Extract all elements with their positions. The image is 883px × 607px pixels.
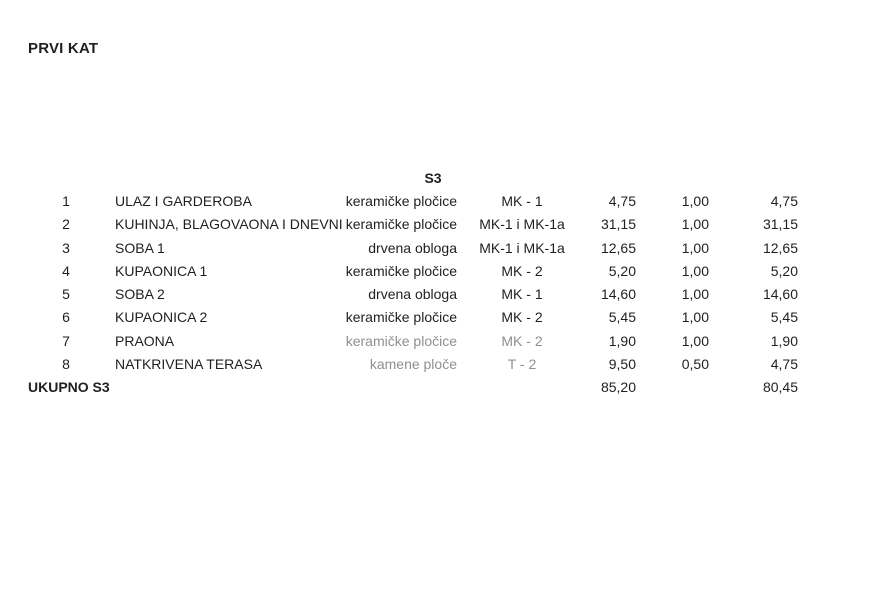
area-value: 5,20 bbox=[608, 262, 636, 279]
table-row bbox=[0, 190, 883, 213]
summary-reduced-area-value: 80,45 bbox=[762, 379, 798, 395]
table-row bbox=[0, 260, 883, 283]
summary-label: UKUPNO S3 bbox=[28, 379, 110, 395]
floor-material: keramičke pločice bbox=[345, 309, 457, 326]
table-row bbox=[0, 237, 883, 260]
plan-mark: MK - 2 bbox=[501, 332, 543, 349]
room-name: SOBA 2 bbox=[115, 286, 165, 302]
area-value: 14,60 bbox=[600, 286, 636, 302]
area-value: 12,65 bbox=[600, 239, 636, 256]
reduced-area-value: 14,60 bbox=[762, 286, 798, 302]
coefficient-value: 1,00 bbox=[681, 216, 709, 233]
floor-material: keramičke pločice bbox=[345, 216, 457, 233]
floor-material: keramičke pločice bbox=[345, 193, 457, 209]
area-value: 31,15 bbox=[600, 216, 636, 233]
area-table bbox=[0, 190, 883, 376]
coefficient-value: 1,00 bbox=[681, 309, 709, 326]
table-row bbox=[0, 213, 883, 236]
reduced-area-value: 1,90 bbox=[770, 332, 798, 349]
row-number: 8 bbox=[62, 355, 70, 372]
row-number: 4 bbox=[62, 262, 70, 279]
reduced-area-value: 31,15 bbox=[762, 216, 798, 233]
table-row bbox=[0, 353, 883, 376]
plan-mark: MK - 1 bbox=[501, 193, 543, 209]
plan-mark: T - 2 bbox=[507, 355, 537, 372]
table-row bbox=[0, 330, 883, 353]
room-name: ULAZ I GARDEROBA bbox=[115, 193, 252, 209]
floor-material: keramičke pločice bbox=[345, 262, 457, 279]
row-number: 5 bbox=[62, 286, 70, 302]
reduced-area-value: 5,20 bbox=[770, 262, 798, 279]
area-value: 9,50 bbox=[608, 355, 636, 372]
reduced-area-value: 4,75 bbox=[770, 355, 798, 372]
table-row bbox=[0, 283, 883, 306]
page-title: PRVI KAT bbox=[28, 40, 99, 57]
coefficient-value: 1,00 bbox=[681, 193, 709, 209]
room-name: KUHINJA, BLAGOVAONA I DNEVNI bbox=[115, 216, 343, 233]
floor-material: kamene ploče bbox=[369, 355, 457, 372]
area-value: 4,75 bbox=[608, 193, 636, 209]
summary-area-value: 85,20 bbox=[600, 379, 636, 395]
area-value: 5,45 bbox=[608, 309, 636, 326]
plan-mark: MK-1 i MK-1a bbox=[479, 239, 565, 256]
plan-mark: MK - 2 bbox=[501, 309, 543, 326]
summary-row bbox=[0, 376, 883, 399]
reduced-area-value: 5,45 bbox=[770, 309, 798, 326]
room-name: SOBA 1 bbox=[115, 239, 165, 256]
plan-mark: MK - 2 bbox=[501, 262, 543, 279]
room-name: PRAONA bbox=[115, 332, 175, 349]
room-name: KUPAONICA 1 bbox=[115, 262, 208, 279]
room-name: NATKRIVENA TERASA bbox=[115, 355, 263, 372]
row-number: 1 bbox=[62, 193, 70, 209]
room-name: KUPAONICA 2 bbox=[115, 309, 208, 326]
table-row bbox=[0, 306, 883, 329]
coefficient-value: 1,00 bbox=[681, 332, 709, 349]
row-number: 3 bbox=[62, 239, 70, 256]
row-number: 7 bbox=[62, 332, 70, 349]
coefficient-value: 1,00 bbox=[681, 262, 709, 279]
coefficient-value: 0,50 bbox=[681, 355, 709, 372]
row-number: 6 bbox=[62, 309, 70, 326]
plan-mark: MK-1 i MK-1a bbox=[479, 216, 565, 233]
section-header: S3 bbox=[424, 170, 442, 186]
floor-material: drvena obloga bbox=[368, 239, 457, 256]
floor-material: keramičke pločice bbox=[345, 332, 457, 349]
plan-mark: MK - 1 bbox=[501, 286, 543, 302]
row-number: 2 bbox=[62, 216, 70, 233]
reduced-area-value: 12,65 bbox=[762, 239, 798, 256]
area-value: 1,90 bbox=[608, 332, 636, 349]
coefficient-value: 1,00 bbox=[681, 239, 709, 256]
floor-material: drvena obloga bbox=[368, 286, 457, 302]
reduced-area-value: 4,75 bbox=[770, 193, 798, 209]
coefficient-value: 1,00 bbox=[681, 286, 709, 302]
